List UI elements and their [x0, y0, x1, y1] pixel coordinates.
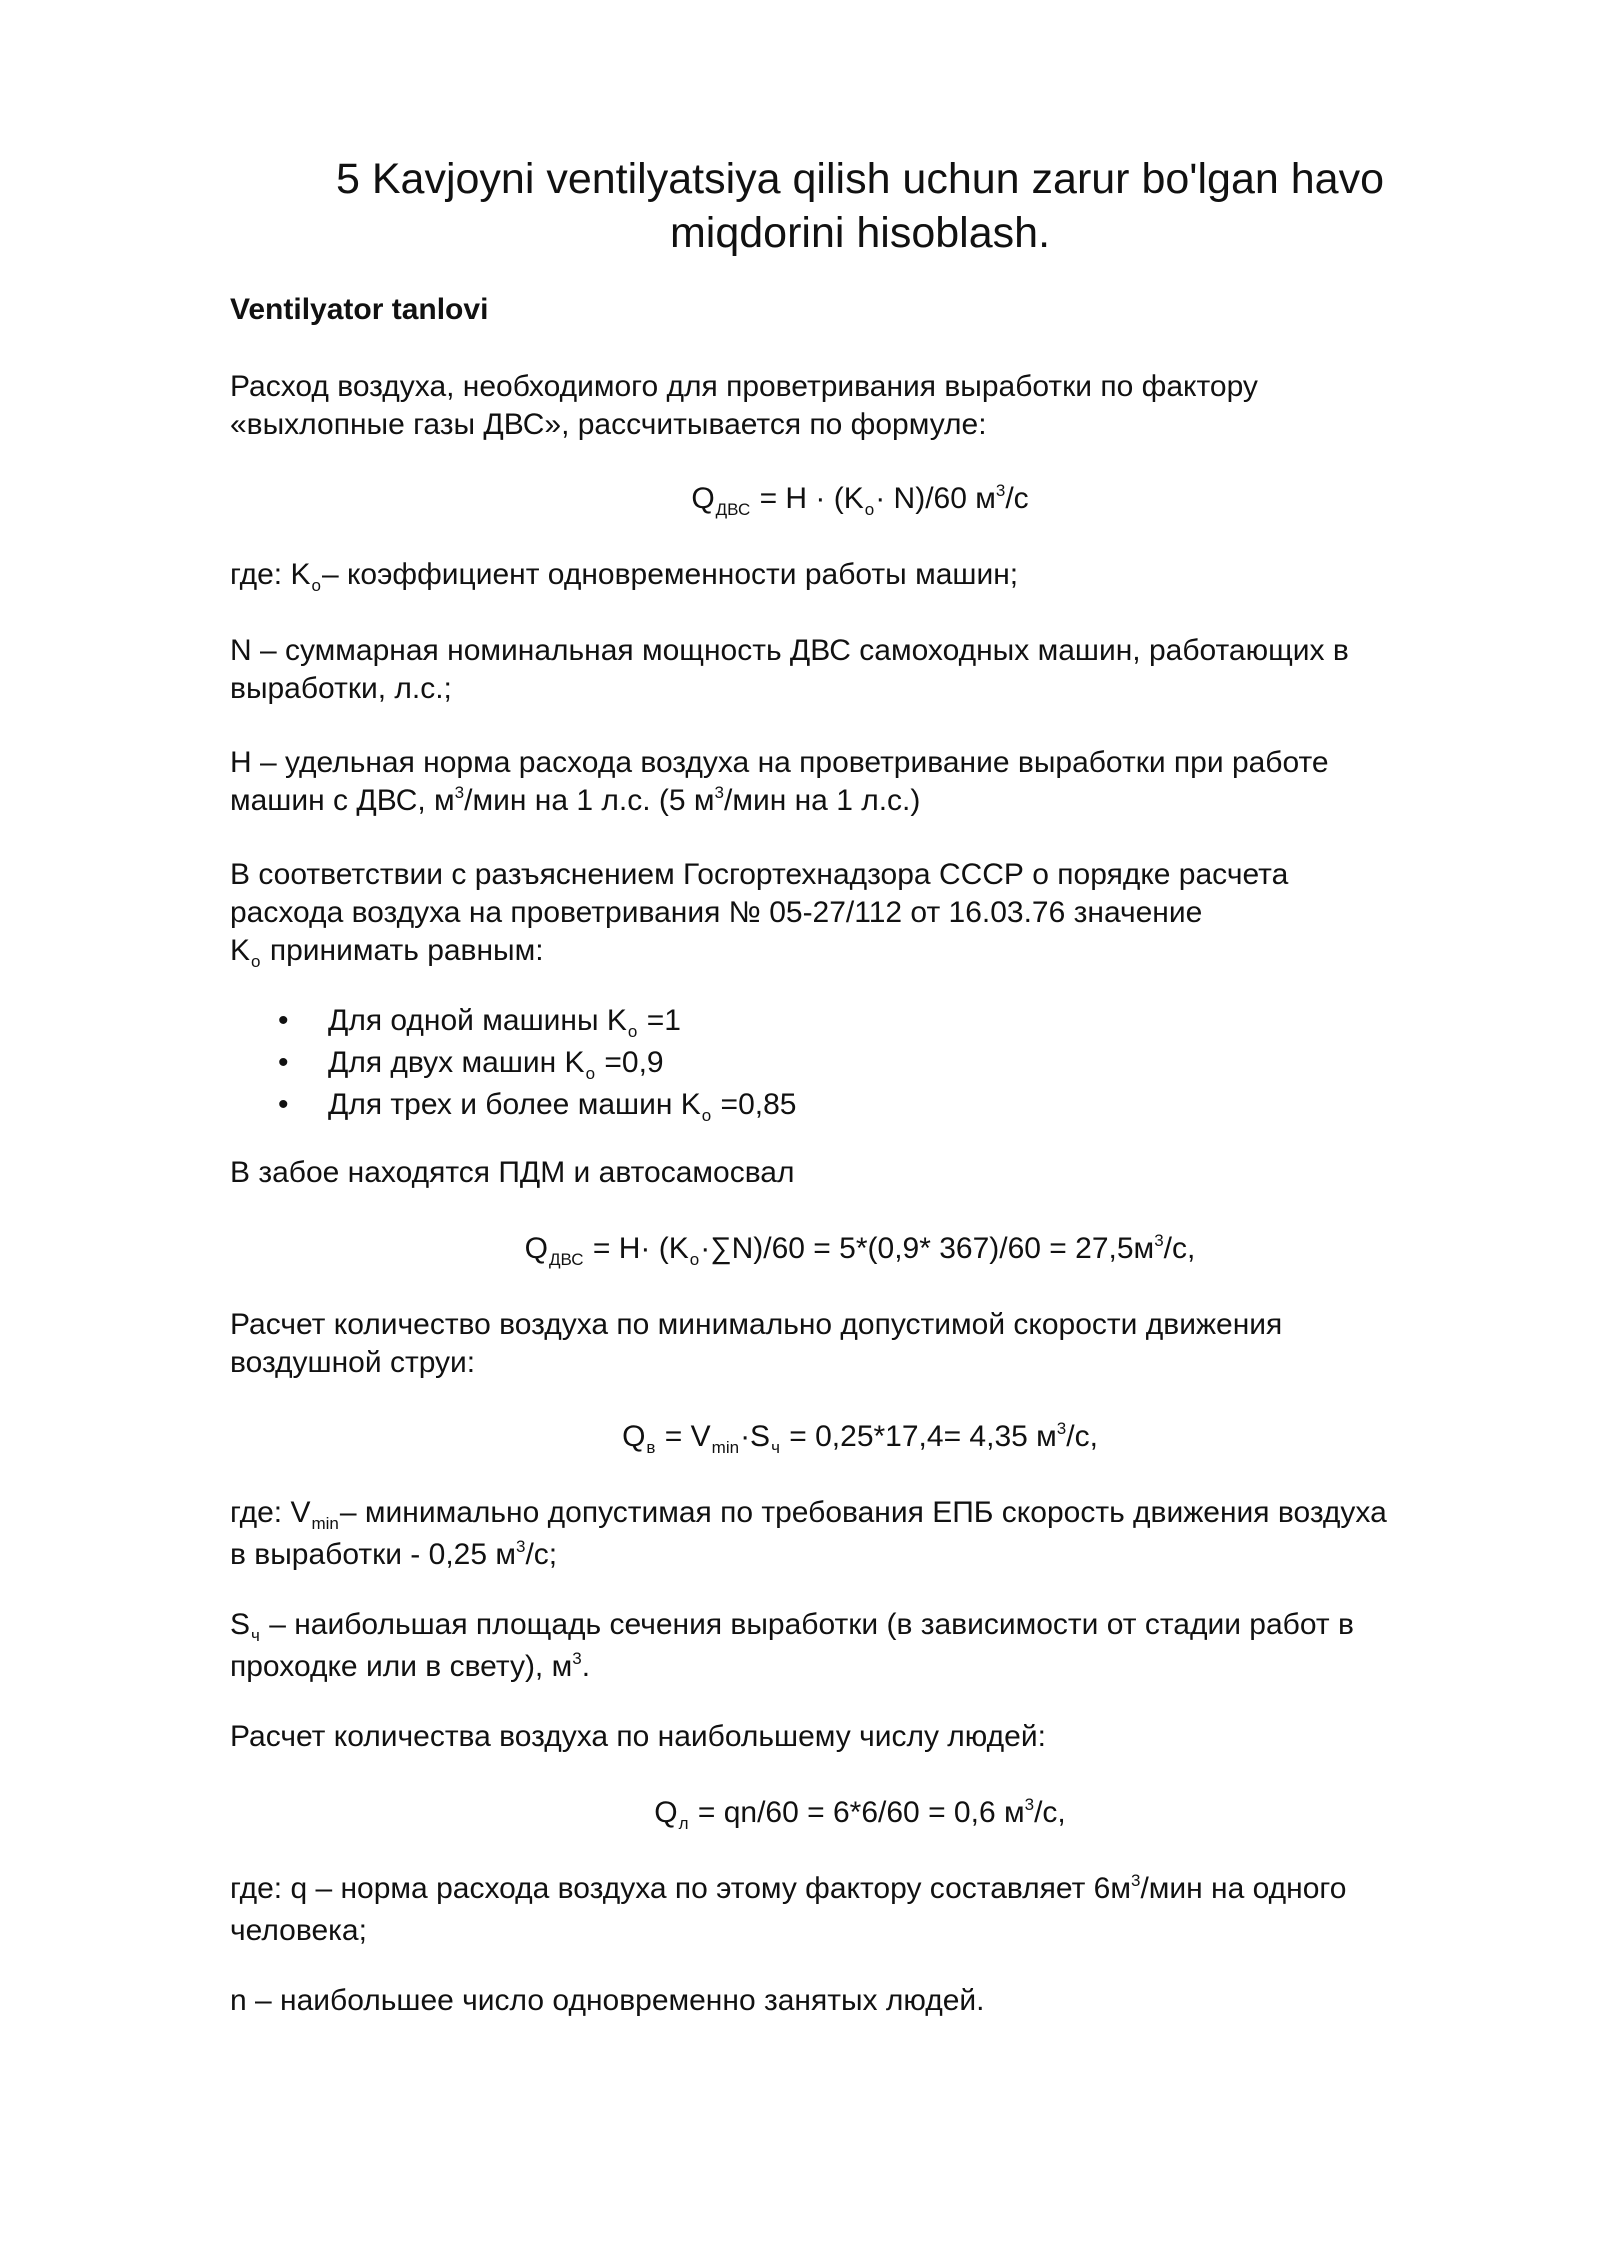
def-k-text-a: где: K: [230, 558, 311, 591]
formula3-v-subscript: min: [711, 1438, 740, 1457]
def-v-line-2b: /с;: [525, 1538, 558, 1571]
formula2-superscript: 3: [1154, 1231, 1164, 1250]
def-q-text-b: /мин на одного: [1140, 1872, 1347, 1905]
bullet-text: Для одной машины K: [328, 1004, 627, 1037]
formula-ql: [230, 1794, 1490, 1836]
def-h-sup-2: 3: [714, 783, 724, 802]
formula3-superscript: 3: [1056, 1419, 1067, 1438]
gosgor-line-2: расхода воздуха на проветривания № 05-27/112 от 16.03.76 значение: [230, 896, 1203, 929]
bullet-list: [230, 1002, 1490, 1128]
formula4-superscript: 3: [1024, 1795, 1035, 1814]
formula-q: Q: [691, 482, 715, 515]
def-k-text-b: – коэффициент одновременности работы машин;: [321, 558, 1019, 591]
bullet-marker: •: [278, 1088, 289, 1121]
def-q-text-a: где: q – норма расхода воздуха по этому фактору составляет 6м: [230, 1872, 1131, 1905]
formula2-tail: /с,: [1163, 1232, 1196, 1265]
bullet-value: =0,9: [596, 1046, 664, 1079]
def-q-line-2: человека;: [230, 1914, 367, 1947]
bullet-marker: •: [278, 1046, 289, 1079]
bullet-subscript: о: [701, 1106, 712, 1125]
velocity-line-2: воздушной струи:: [230, 1346, 476, 1379]
def-q-superscript: 3: [1130, 1871, 1141, 1890]
def-h-line-2b: /мин на 1 л.с. (5 м: [464, 784, 715, 817]
title-line-1: 5 Kavjoyni ventilyatsiya qilish uchun zarur bo'lgan havo: [336, 155, 1384, 203]
velocity-line-1: Расчет количество воздуха по минимально допустимой скорости движения: [230, 1308, 1283, 1341]
formula4-tail: /с,: [1034, 1796, 1066, 1829]
def-v-line-2a: в выработки - 0,25 м: [230, 1538, 516, 1571]
list-item: [230, 1044, 1490, 1086]
bullet-text: Для двух машин K: [328, 1046, 585, 1079]
gosgortekhnadzor-paragraph: [230, 856, 1490, 974]
formula3-a: = V: [656, 1420, 711, 1453]
def-h-line-1: H – удельная норма расхода воздуха на проветривание выработки при работе: [230, 746, 1329, 779]
formula3-q-subscript: в: [646, 1438, 656, 1457]
def-v-subscript: min: [311, 1514, 339, 1533]
page-title: [230, 152, 1490, 260]
definition-n: [230, 632, 1490, 708]
formula4-a: = qn/60 = 6*6/60 = 0,6 м: [689, 1796, 1025, 1829]
formula2-body-b: ·∑N)/60 = 5*(0,9* 367)/60 = 27,5м: [700, 1232, 1155, 1265]
gosgor-line-3a: K: [230, 934, 251, 967]
formula4-q-subscript: л: [678, 1814, 689, 1833]
definition-k: [230, 556, 1490, 598]
def-v-text-b: – минимально допустимая по требования ЕПБ скорость движения воздуха: [339, 1496, 1387, 1529]
def-k-subscript: о: [311, 576, 321, 595]
def-s-subscript: ч: [251, 1626, 260, 1645]
formula-qdvs: [230, 480, 1490, 522]
formula-body-b: · N)/60 м: [875, 482, 996, 515]
title-line-2: miqdorini hisoblash.: [669, 209, 1051, 257]
formula4-q: Q: [654, 1796, 678, 1829]
bullet-subscript: о: [585, 1064, 596, 1083]
formula-superscript: 3: [995, 481, 1006, 500]
formula-qdvs-calc: [230, 1230, 1490, 1272]
list-item: [230, 1086, 1490, 1128]
formula2-body-a: = H· (K: [584, 1232, 689, 1265]
def-s-line-2a: проходке или в свету), м: [230, 1650, 573, 1683]
formula3-s-subscript: ч: [771, 1438, 780, 1457]
gosgor-subscript: о: [251, 952, 261, 971]
def-s-text-a: S: [230, 1608, 251, 1641]
formula3-c: = 0,25*17,4= 4,35 м: [780, 1420, 1057, 1453]
def-s-text-b: – наибольшая площадь сечения выработки (в зависимости от стадии работ в: [260, 1608, 1354, 1641]
def-n-line-2: выработки, л.с.;: [230, 672, 452, 705]
zaboy-paragraph: В забое находятся ПДМ и автосамосвал: [230, 1156, 795, 1189]
definition-s: [230, 1606, 1490, 1690]
def-h-sup-1: 3: [454, 783, 465, 802]
people-paragraph: Расчет количества воздуха по наибольшему числу людей:: [230, 1720, 1046, 1753]
bullet-marker: •: [278, 1004, 289, 1037]
formula-body-a: = H · (K: [751, 482, 864, 515]
def-v-superscript: 3: [515, 1537, 526, 1556]
def-h-line-2c: /мин на 1 л.с.): [723, 784, 921, 817]
formula2-k-subscript: о: [689, 1250, 700, 1269]
formula-qv: [230, 1418, 1490, 1460]
formula-q-subscript: ДВС: [715, 500, 751, 519]
formula3-b: ·S: [740, 1420, 771, 1453]
def-h-line-2a: машин с ДВС, м: [230, 784, 455, 817]
formula3-tail: /с,: [1066, 1420, 1098, 1453]
formula-k-subscript: о: [864, 500, 875, 519]
formula2-q-subscript: ДВС: [549, 1250, 584, 1269]
section-subheading: Ventilyator tanlovi: [230, 293, 489, 326]
def-s-line-2b: .: [581, 1650, 591, 1683]
velocity-paragraph: [230, 1306, 1490, 1382]
bullet-subscript: о: [627, 1022, 638, 1041]
formula3-q: Q: [622, 1420, 646, 1453]
formula2-q: Q: [524, 1232, 548, 1265]
definition-vmin: [230, 1494, 1490, 1578]
def-n-line-1: N – суммарная номинальная мощность ДВС самоходных машин, работающих в: [230, 634, 1349, 667]
intro-paragraph: [230, 368, 1490, 444]
intro-line-2: «выхлопные газы ДВС», рассчитывается по формуле:: [230, 408, 987, 441]
definition-h: [230, 744, 1490, 824]
def-v-text-a: где: V: [230, 1496, 311, 1529]
definition-n-people: n – наибольшее число одновременно занятых людей.: [230, 1984, 985, 2017]
bullet-value: =1: [638, 1004, 681, 1037]
def-s-superscript: 3: [572, 1649, 582, 1668]
definition-q: [230, 1870, 1490, 1950]
list-item: [230, 1002, 1490, 1044]
gosgor-line-1: В соответствии с разъяснением Госгортехнадзора СССР о порядке расчета: [230, 858, 1289, 891]
bullet-value: =0,85: [712, 1088, 797, 1121]
bullet-text: Для трех и более машин K: [328, 1088, 701, 1121]
gosgor-line-3b: принимать равным:: [261, 934, 544, 967]
formula-tail: /с: [1005, 482, 1029, 515]
intro-line-1: Расход воздуха, необходимого для проветривания выработки по фактору: [230, 370, 1258, 403]
